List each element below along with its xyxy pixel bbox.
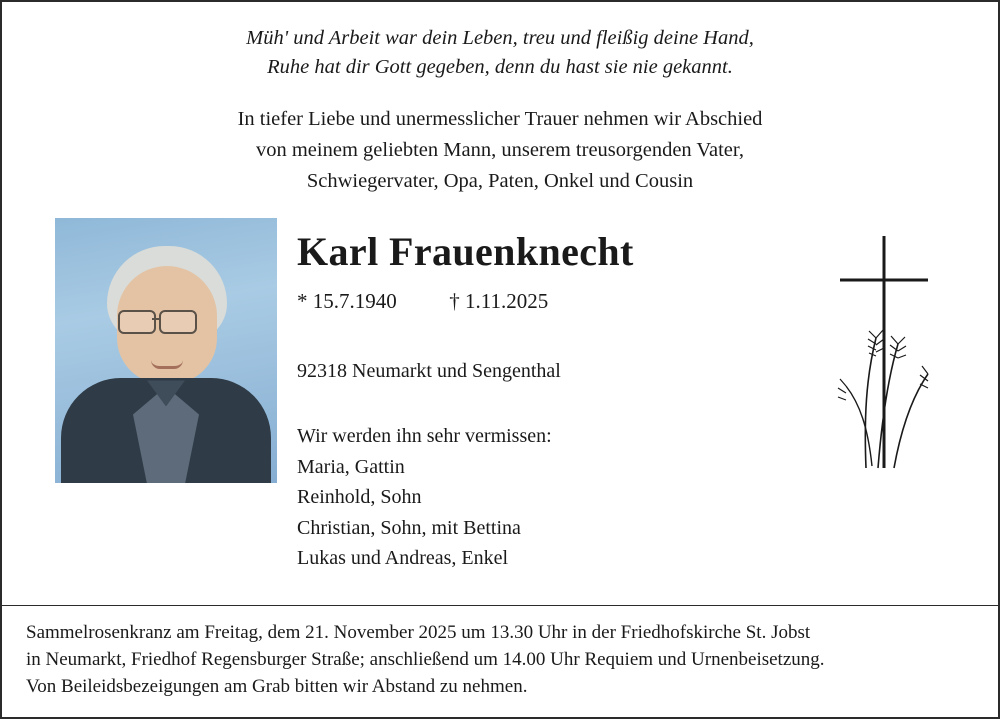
deceased-details <box>297 218 767 573</box>
glasses-right-lens-icon <box>159 310 197 334</box>
intro-text <box>2 104 998 196</box>
funeral-line-3: Von Beileidsbezeigungen am Grab bitten wir Abstand zu nehmen. <box>26 676 528 698</box>
survivor-item: Reinhold, Sohn <box>297 486 422 509</box>
main-content <box>2 218 998 588</box>
funeral-details <box>2 605 998 717</box>
epitaph-line-2: Ruhe hat dir Gott gegeben, denn du hast sie nie gekannt. <box>267 56 733 79</box>
intro-line-2: von meinem geliebten Mann, unserem treusorgenden Vater, <box>255 138 744 161</box>
place-of-residence: 92318 Neumarkt und Sengenthal <box>297 360 561 383</box>
survivors-heading: Wir werden ihn sehr vermissen: <box>297 425 552 448</box>
glasses-bridge-icon <box>152 318 159 320</box>
intro-line-1: In tiefer Liebe und unermesslicher Trauer nehmen wir Abschied <box>237 108 763 131</box>
survivor-item: Maria, Gattin <box>297 455 405 478</box>
funeral-line-2: in Neumarkt, Friedhof Regensburger Straße; anschließend um 14.00 Uhr Requiem und Urnenbeisetzung. <box>26 649 825 671</box>
survivor-item: Christian, Sohn, mit Bettina <box>297 516 521 539</box>
glasses-left-lens-icon <box>118 310 156 334</box>
deceased-name: Karl Frauenknecht <box>297 229 634 275</box>
intro-line-3: Schwiegervater, Opa, Paten, Onkel und Cousin <box>306 169 694 192</box>
funeral-line-1: Sammelrosenkranz am Freitag, dem 21. November 2025 um 13.30 Uhr in der Friedhofskirche St. Jobst <box>26 622 811 644</box>
cross-icon <box>806 228 956 488</box>
epitaph-verse <box>2 2 998 82</box>
life-dates: * 15.7.1940 † 1.11.2025 <box>297 289 549 314</box>
portrait-photo <box>55 218 277 483</box>
survivor-item: Lukas und Andreas, Enkel <box>297 547 509 570</box>
survivors-block <box>297 421 767 573</box>
epitaph-line-1: Müh' und Arbeit war dein Leben, treu und fleißig deine Hand, <box>246 27 754 49</box>
